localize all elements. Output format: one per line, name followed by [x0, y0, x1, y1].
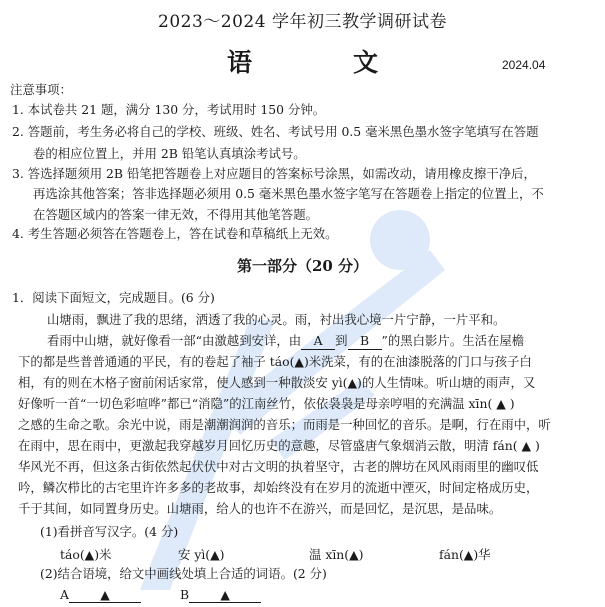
pinyin-item: 安 yì(▲)	[178, 547, 225, 562]
passage-line: 之感的生命之歌。余光中说，雨是潮潮润润的音乐；而雨是一种回忆的音乐。是啊，行在雨中，听	[18, 417, 551, 432]
pinyin-item: 温 xīn(▲)	[309, 547, 364, 562]
notice-item: 4. 考生答题必须答在答题卷上，答在试卷和草稿纸上无效。	[12, 226, 338, 241]
subquestion-2-label: (2)结合语境，给文中画线处填上合适的词语。(2 分)	[40, 566, 327, 581]
notice-item: 3. 答选择题须用 2B 铅笔把答题卷上对应题目的答案标号涂黑，如需改动，请用橡皮擦干净后，	[12, 166, 536, 181]
exam-date: 2024.04	[502, 58, 546, 72]
question-stem: 1．阅读下面短文，完成题目。(6 分)	[12, 290, 215, 305]
subject-title: 语 文	[226, 48, 416, 77]
passage-line: 在雨中，思在雨中，更激起我穿越岁月回忆历史的意趣，尽管盛唐气象烟消云散，明清 fán( ▲ )	[18, 438, 540, 453]
blank-a: A	[301, 333, 335, 350]
notice-item: 再选涂其他答案；答非选择题必须用 0.5 毫米黑色墨水签字笔写在答题卷上指定的位置上，不	[33, 186, 544, 201]
passage-line: 好像听一首“一切色彩喧哗”都已“消隐”的江南丝竹，依依袅袅是母亲哼唱的充满温 xīn( ▲ )	[18, 396, 515, 411]
notice-item: 卷的相应位置上，并用 2B 铅笔认真填涂考试号。	[33, 146, 306, 161]
pinyin-item: táo(▲)米	[60, 547, 112, 562]
exam-title: 2023～2024 学年初三教学调研试卷	[158, 12, 447, 32]
section-title: 第一部分（20 分）	[236, 257, 369, 275]
notice-item: 在答题区域内的答案一律无效，不得用其他笔答题。	[33, 207, 318, 222]
notice-item: 2. 答题前，考生务必将自己的学校、班级、姓名、考试号用 0.5 毫米黑色墨水签字笔填写在答题	[12, 124, 539, 139]
notice-item: 1. 本试卷共 21 题，满分 130 分，考试用时 150 分钟。	[12, 102, 326, 117]
notice-heading: 注意事项：	[10, 82, 72, 97]
passage-line: 华风光不再，但这条古街依然起伏伏中对古文明的执着坚守，古老的牌坊在风风雨雨里的幽叹低	[18, 459, 539, 474]
passage-line: 山塘雨，飘进了我的思绪，洒透了我的心灵。雨，衬出我心境一片宁静，一片平和。	[47, 312, 506, 327]
pinyin-item: fán(▲)华	[439, 547, 491, 562]
passage-line: 千于其间，如同置身历史。山塘雨，给人的也许不在游兴，而是回忆，是沉思，是品味。	[18, 501, 502, 516]
passage-line: 下的都是些普普通通的平民，有的卷起了袖子 táo(▲)米洗菜，有的在油漆脱落的门口与孩子白	[18, 354, 532, 369]
passage-line: 吟，鳞次栉比的古宅里许许多多的老故事，却始终没有在岁月的流逝中湮灭，时间定格成历史，	[18, 480, 539, 495]
passage-line: 看雨中山塘，就好像看一部“由激越到安详，由 A 到 B ”的黑白影片。生活在屋檐	[47, 333, 525, 348]
answer-b: B ▲	[180, 587, 261, 603]
answer-a: A ▲	[60, 587, 141, 603]
passage-line: 相，有的则在木格子窗前闲话家常，使人感到一种散淡安 yì(▲)的人生情味。听山塘的雨声，又	[18, 375, 536, 390]
subquestion-1-label: (1)看拼音写汉字。(4 分)	[40, 524, 179, 539]
blank-b: B	[348, 333, 382, 350]
